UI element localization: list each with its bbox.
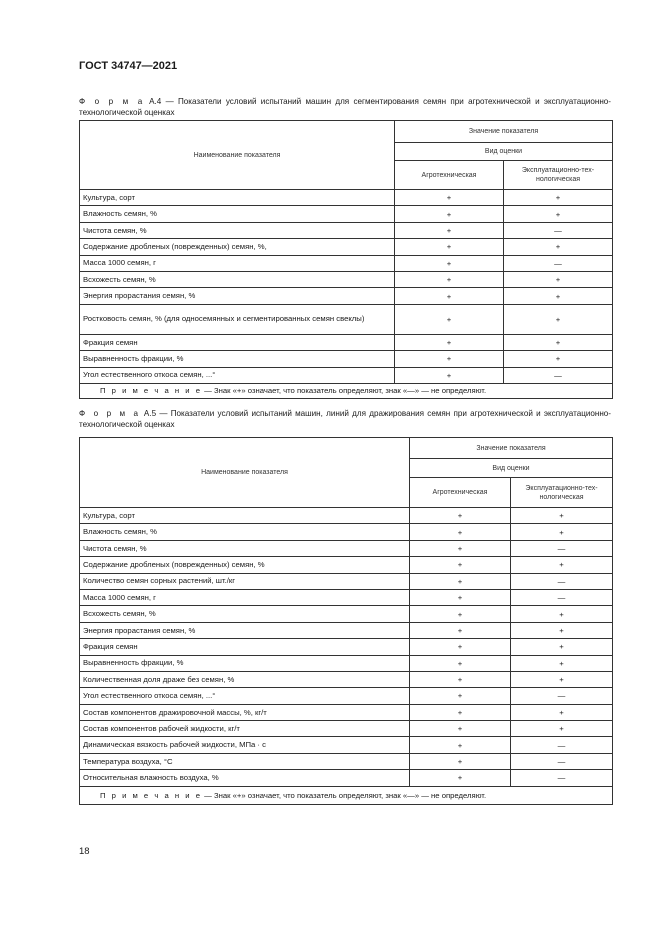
agrotechnical-value-cell: +: [395, 304, 504, 334]
table-row: [80, 288, 613, 304]
indicator-name-cell: Количество семян сорных растений, шт./кг: [80, 573, 410, 589]
table-form-a5: [79, 437, 613, 805]
indicator-name-cell: Чистота семян, %: [80, 222, 395, 238]
operational-value-cell: +: [504, 351, 613, 367]
form-a4-label: Ф о р м а: [79, 97, 145, 106]
indicator-name-cell: Угол естественного откоса семян, ...°: [80, 367, 395, 383]
table-row: [80, 304, 613, 334]
note-label: П р и м е ч а н и е: [100, 790, 202, 800]
table-footer: [80, 383, 613, 398]
operational-value-cell: +: [511, 639, 613, 655]
note-text: — Знак «+» означает, что показатель определяют, знак «—» — не определяют.: [201, 790, 487, 800]
operational-value-cell: +: [511, 606, 613, 622]
agrotechnical-value-cell: +: [395, 351, 504, 367]
indicator-name-cell: Динамическая вязкость рабочей жидкости, МПа · с: [80, 737, 410, 753]
header-assessment-type: Вид оценки: [395, 143, 613, 161]
table-row: [80, 334, 613, 350]
table-row: [80, 573, 613, 589]
operational-value-cell: —: [504, 255, 613, 271]
operational-value-cell: —: [511, 753, 613, 769]
table-footer: [80, 786, 613, 804]
table-header: [80, 121, 613, 190]
form-a4-caption: [79, 96, 611, 118]
agrotechnical-value-cell: +: [395, 222, 504, 238]
agrotechnical-value-cell: +: [410, 508, 511, 524]
table-row: [80, 671, 613, 687]
header-indicator-name: Наименование показателя: [80, 121, 395, 190]
indicator-name-cell: Энергия прорастания семян, %: [80, 288, 395, 304]
operational-value-cell: +: [504, 239, 613, 255]
agrotechnical-value-cell: +: [410, 753, 511, 769]
table-row: [80, 770, 613, 786]
indicator-name-cell: Фракция семян: [80, 639, 410, 655]
table-body: [80, 508, 613, 787]
operational-value-cell: +: [504, 271, 613, 287]
header-indicator-value: Значение показателя: [395, 121, 613, 143]
form-a5-label: Ф о р м а: [79, 409, 141, 418]
indicator-name-cell: Состав компонентов рабочей жидкости, кг/т: [80, 721, 410, 737]
operational-value-cell: —: [511, 737, 613, 753]
table-note: [80, 383, 613, 398]
table-row: [80, 190, 613, 206]
indicator-name-cell: Содержание дробленых (поврежденных) семян, %,: [80, 239, 395, 255]
indicator-name-cell: Масса 1000 семян, г: [80, 255, 395, 271]
agrotechnical-value-cell: +: [395, 367, 504, 383]
operational-value-cell: +: [511, 704, 613, 720]
indicator-name-cell: Культура, сорт: [80, 190, 395, 206]
table-note: [80, 786, 613, 804]
operational-value-cell: +: [511, 508, 613, 524]
operational-value-cell: —: [504, 367, 613, 383]
agrotechnical-value-cell: +: [395, 206, 504, 222]
agrotechnical-value-cell: +: [395, 255, 504, 271]
indicator-name-cell: Масса 1000 семян, г: [80, 589, 410, 605]
header-assessment-type: Вид оценки: [410, 459, 613, 478]
indicator-name-cell: Выравненность фракции, %: [80, 351, 395, 367]
header-agrotechnical: Агротехническая: [395, 161, 504, 190]
indicator-name-cell: Ростковость семян, % (для односемянных и сегментированных семян свеклы): [80, 304, 395, 334]
agrotechnical-value-cell: +: [410, 721, 511, 737]
operational-value-cell: +: [511, 524, 613, 540]
form-a5-caption-text: А.5 — Показатели условий испытаний машин, линий для дражирования семян при агротехнической и эксплуатационно-технологической оценках: [79, 409, 611, 429]
indicator-name-cell: Влажность семян, %: [80, 524, 410, 540]
header-operational: Эксплуатационно-технологическая: [511, 478, 613, 508]
operational-value-cell: —: [511, 540, 613, 556]
header-indicator-value: Значение показателя: [410, 438, 613, 459]
agrotechnical-value-cell: +: [410, 737, 511, 753]
agrotechnical-value-cell: +: [410, 622, 511, 638]
operational-value-cell: +: [511, 721, 613, 737]
agrotechnical-value-cell: +: [410, 688, 511, 704]
note-label: П р и м е ч а н и е: [100, 386, 202, 396]
table-row: [80, 753, 613, 769]
header-operational: Эксплуатационно-технологическая: [504, 161, 613, 190]
indicator-name-cell: Энергия прорастания семян, %: [80, 622, 410, 638]
table-row: [80, 524, 613, 540]
operational-value-cell: +: [504, 334, 613, 350]
table-row: [80, 655, 613, 671]
agrotechnical-value-cell: +: [410, 606, 511, 622]
table-row: [80, 239, 613, 255]
header-agrotechnical: Агротехническая: [410, 478, 511, 508]
table-row: [80, 255, 613, 271]
table-row: [80, 222, 613, 238]
table-body: [80, 190, 613, 384]
indicator-name-cell: Фракция семян: [80, 334, 395, 350]
operational-value-cell: +: [504, 288, 613, 304]
table-row: [80, 688, 613, 704]
table-row: [80, 351, 613, 367]
agrotechnical-value-cell: +: [410, 770, 511, 786]
indicator-name-cell: Содержание дробленых (поврежденных) семян, %: [80, 557, 410, 573]
agrotechnical-value-cell: +: [410, 671, 511, 687]
header-indicator-name: Наименование показателя: [80, 438, 410, 508]
indicator-name-cell: Влажность семян, %: [80, 206, 395, 222]
operational-value-cell: —: [511, 573, 613, 589]
agrotechnical-value-cell: +: [410, 655, 511, 671]
form-a5-caption: [79, 408, 611, 430]
document-code: ГОСТ 34747—2021: [79, 60, 178, 72]
indicator-name-cell: Состав компонентов дражировочной массы, %, кг/т: [80, 704, 410, 720]
table-row: [80, 622, 613, 638]
agrotechnical-value-cell: +: [410, 540, 511, 556]
operational-value-cell: +: [504, 190, 613, 206]
agrotechnical-value-cell: +: [410, 524, 511, 540]
table-form-a4: [79, 120, 613, 399]
operational-value-cell: +: [504, 206, 613, 222]
table-header: [80, 438, 613, 508]
agrotechnical-value-cell: +: [395, 239, 504, 255]
table-row: [80, 721, 613, 737]
operational-value-cell: —: [511, 589, 613, 605]
agrotechnical-value-cell: +: [395, 190, 504, 206]
agrotechnical-value-cell: +: [410, 639, 511, 655]
operational-value-cell: +: [504, 304, 613, 334]
table-row: [80, 540, 613, 556]
operational-value-cell: +: [511, 557, 613, 573]
table-row: [80, 589, 613, 605]
table-row: [80, 606, 613, 622]
agrotechnical-value-cell: +: [395, 271, 504, 287]
indicator-name-cell: Чистота семян, %: [80, 540, 410, 556]
indicator-name-cell: Всхожесть семян, %: [80, 606, 410, 622]
agrotechnical-value-cell: +: [410, 557, 511, 573]
indicator-name-cell: Культура, сорт: [80, 508, 410, 524]
operational-value-cell: —: [511, 770, 613, 786]
agrotechnical-value-cell: +: [395, 334, 504, 350]
note-text: — Знак «+» означает, что показатель определяют, знак «—» — не определяют.: [201, 386, 487, 396]
operational-value-cell: +: [511, 622, 613, 638]
table-row: [80, 737, 613, 753]
operational-value-cell: +: [511, 671, 613, 687]
agrotechnical-value-cell: +: [410, 704, 511, 720]
indicator-name-cell: Количественная доля драже без семян, %: [80, 671, 410, 687]
table-row: [80, 704, 613, 720]
operational-value-cell: —: [504, 222, 613, 238]
operational-value-cell: +: [511, 655, 613, 671]
indicator-name-cell: Температура воздуха, °С: [80, 753, 410, 769]
page-number: 18: [79, 846, 90, 857]
form-a4-caption-text: А.4 — Показатели условий испытаний машин для сегментирования семян при агротехнической и эксплуатационно-технологической оценках: [79, 97, 611, 117]
indicator-name-cell: Выравненность фракции, %: [80, 655, 410, 671]
table-row: [80, 271, 613, 287]
agrotechnical-value-cell: +: [395, 288, 504, 304]
agrotechnical-value-cell: +: [410, 589, 511, 605]
table-row: [80, 508, 613, 524]
indicator-name-cell: Относительная влажность воздуха, %: [80, 770, 410, 786]
table-row: [80, 206, 613, 222]
indicator-name-cell: Угол естественного откоса семян, ...°: [80, 688, 410, 704]
operational-value-cell: —: [511, 688, 613, 704]
table-row: [80, 557, 613, 573]
table-row: [80, 367, 613, 383]
table-row: [80, 639, 613, 655]
agrotechnical-value-cell: +: [410, 573, 511, 589]
indicator-name-cell: Всхожесть семян, %: [80, 271, 395, 287]
